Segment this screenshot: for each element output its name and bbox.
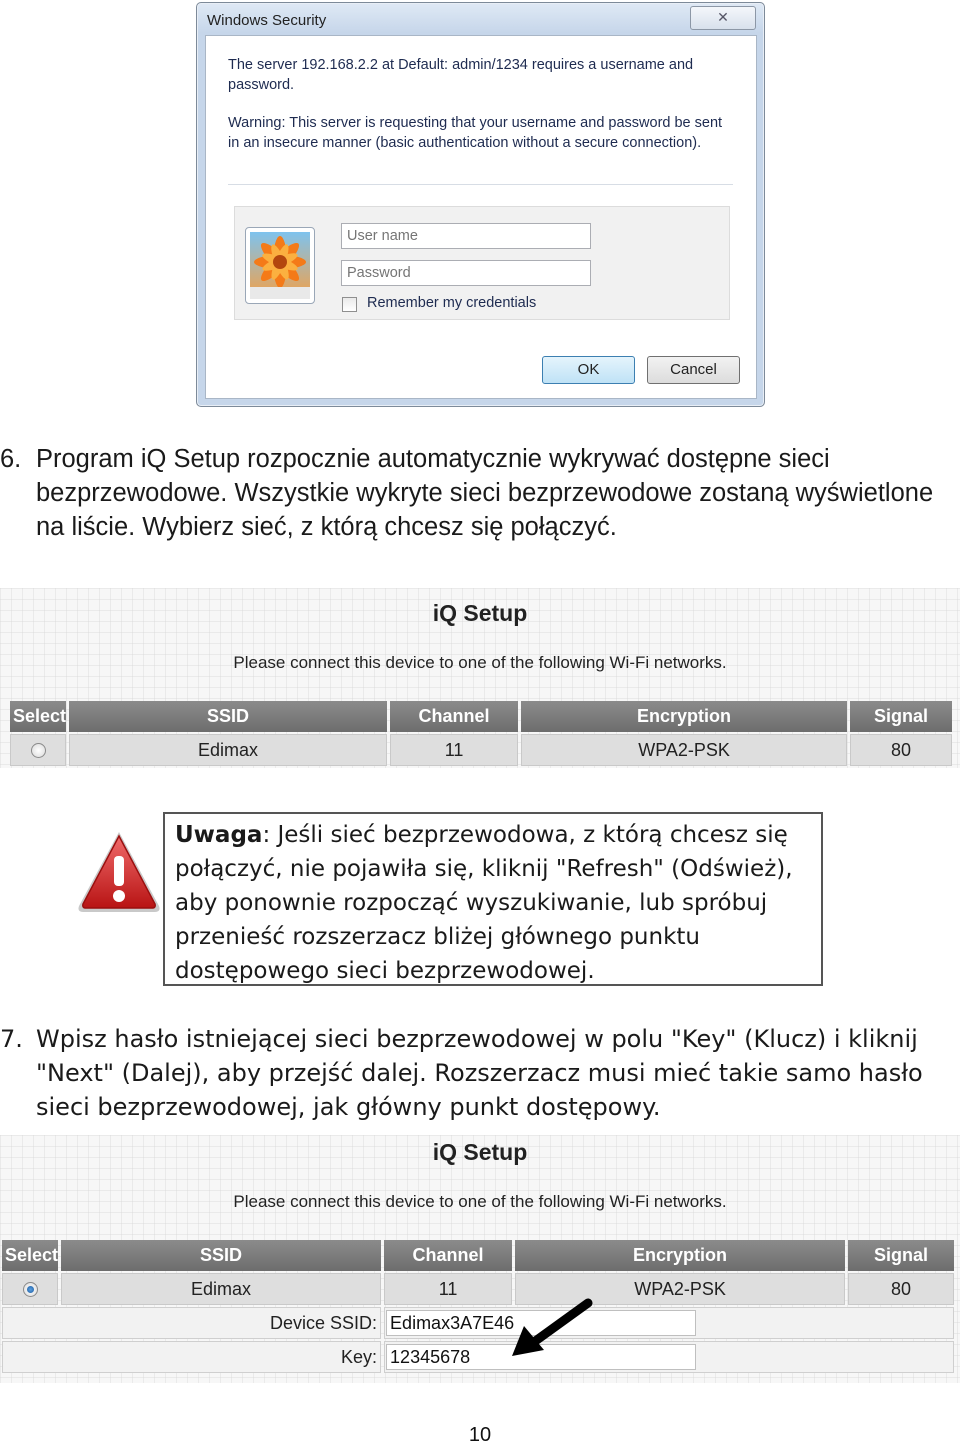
page-number: 10 [468, 1424, 492, 1446]
flower-icon [250, 232, 310, 299]
select-cell[interactable] [2, 1273, 58, 1305]
iq-setup-title: iQ Setup [432, 600, 528, 626]
header-select: Select [2, 1240, 58, 1271]
iq-setup-title: iQ Setup [432, 1139, 528, 1165]
user-avatar [245, 227, 315, 304]
header-encryption: Encryption [521, 701, 847, 732]
warning-note-box [163, 812, 823, 986]
credential-panel [234, 206, 730, 320]
step-7-number: 7. [0, 1025, 23, 1053]
iq-setup-subtitle: Please connect this device to one of the following Wi-Fi networks. [233, 653, 727, 672]
header-encryption: Encryption [515, 1240, 845, 1271]
step-6-text: Program iQ Setup rozpocznie automatycznie wykrywać dostępne sieci bezprzewodowe. Wszystkie wykryte sieci bezprzewodowe zostaną wyświetlone na liście. Wybierz sieć, z którą chcesz się połączyć. [36, 445, 934, 541]
username-input[interactable] [341, 223, 591, 249]
header-select: Select [10, 701, 66, 732]
signal-cell: 80 [850, 734, 952, 766]
arrow-icon [512, 1298, 594, 1360]
device-ssid-cell [384, 1307, 954, 1339]
network-radio[interactable] [23, 1282, 38, 1297]
key-row [2, 1341, 954, 1373]
table-header-row [10, 701, 952, 732]
warning-icon [75, 826, 163, 918]
device-ssid-row [2, 1307, 954, 1339]
network-radio[interactable] [31, 743, 46, 758]
step-7-text: Wpisz hasło istniejącej sieci bezprzewodowej w polu "Key" (Klucz) i kliknij "Next" (Dalej), aby przejść dalej. Rozszerzacz musi mieć takie samo hasło sieci bezprzewodowej, jak główny punkt dostępowy. [36, 1025, 923, 1121]
table-row[interactable] [10, 734, 952, 766]
table-row[interactable] [2, 1273, 954, 1305]
channel-cell: 11 [390, 734, 518, 766]
security-warning: Warning: This server is requesting that your username and password be sent in an insecure manner (basic authentication without a secure connection). [228, 115, 723, 151]
encryption-cell: WPA2-PSK [515, 1273, 845, 1305]
table-header-row [2, 1240, 954, 1271]
cancel-button[interactable]: Cancel [647, 356, 740, 384]
device-ssid-label: Device SSID: [2, 1307, 381, 1339]
dialog-body [205, 35, 757, 399]
encryption-cell: WPA2-PSK [521, 734, 847, 766]
iq-setup-panel-2 [0, 1135, 960, 1383]
close-icon[interactable]: ✕ [690, 6, 756, 30]
header-channel: Channel [384, 1240, 512, 1271]
ssid-cell: Edimax [69, 734, 387, 766]
server-message: The server 192.168.2.2 at Default: admin/1234 requires a username and password. [228, 57, 694, 93]
header-signal: Signal [848, 1240, 954, 1271]
ssid-cell: Edimax [61, 1273, 381, 1305]
password-input[interactable] [341, 260, 591, 286]
windows-security-dialog [196, 2, 765, 407]
network-table [0, 1238, 957, 1375]
warning-label: Uwaga [175, 822, 263, 848]
dialog-title: Windows Security [207, 12, 327, 29]
step-6-number: 6. [0, 445, 22, 473]
iq-setup-panel-1 [0, 588, 960, 768]
key-cell [384, 1341, 954, 1373]
remember-label: Remember my credentials [367, 295, 537, 311]
warning-note-text [175, 818, 815, 988]
header-ssid: SSID [69, 701, 387, 732]
key-label: Key: [2, 1341, 381, 1373]
remember-checkbox[interactable] [342, 297, 357, 312]
network-table [7, 699, 955, 768]
warning-body: : Jeśli sieć bezprzewodowa, z którą chcesz się połączyć, nie pojawiła się, kliknij "Refresh" (Odśwież), aby ponownie rozpocząć wyszukiwanie, lub spróbuj przenieść rozszerzacz bliżej głównego punktu dostępowego sieci bezprzewodowej. [175, 822, 793, 984]
channel-cell: 11 [384, 1273, 512, 1305]
signal-cell: 80 [848, 1273, 954, 1305]
header-signal: Signal [850, 701, 952, 732]
divider [228, 184, 733, 185]
iq-setup-subtitle: Please connect this device to one of the following Wi-Fi networks. [233, 1192, 727, 1211]
select-cell[interactable] [10, 734, 66, 766]
ok-button[interactable]: OK [542, 356, 635, 384]
header-ssid: SSID [61, 1240, 381, 1271]
header-channel: Channel [390, 701, 518, 732]
